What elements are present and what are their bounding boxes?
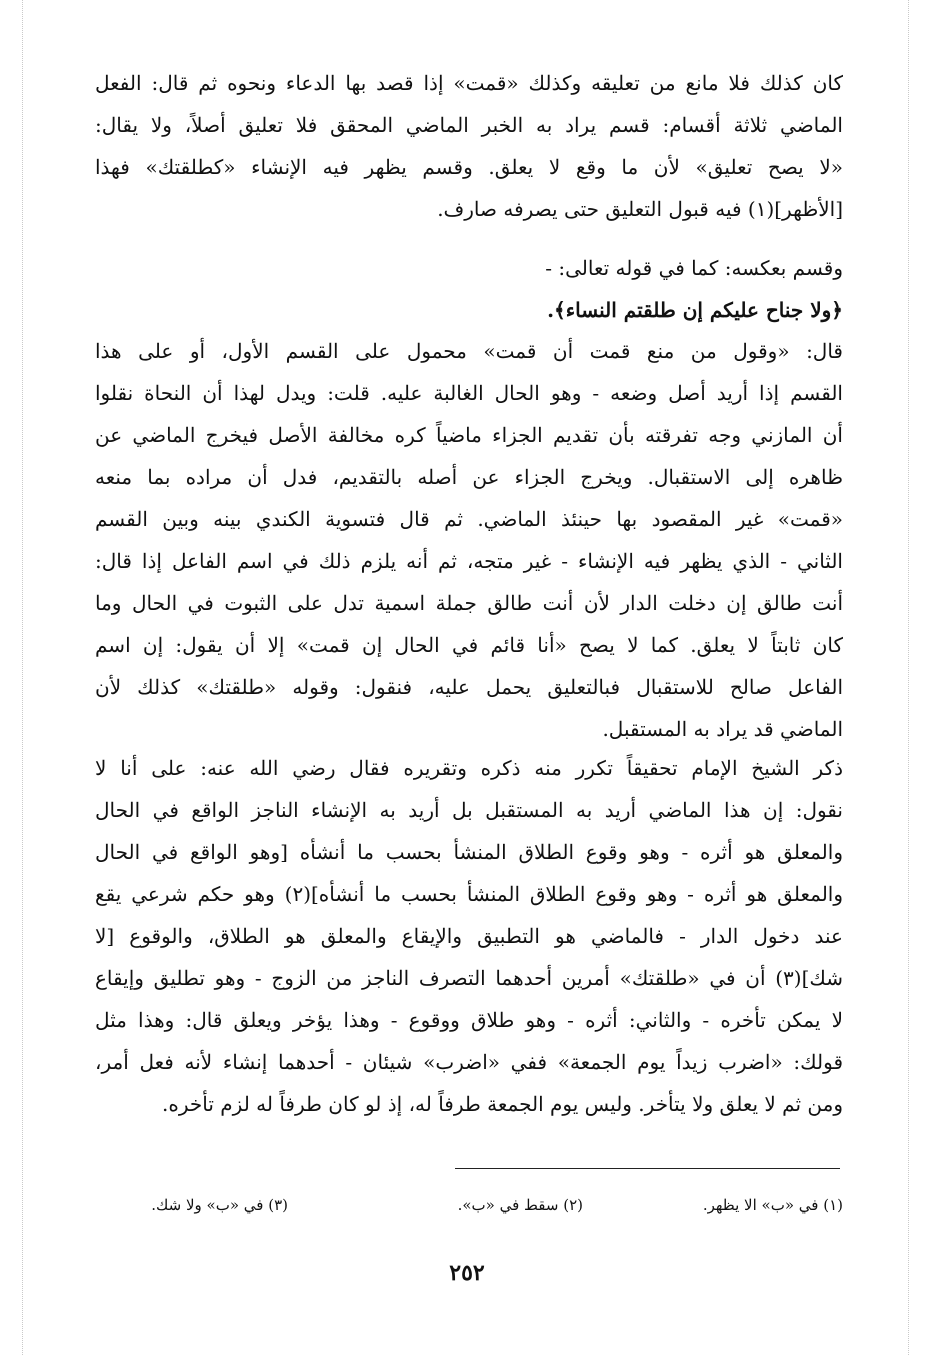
text-line: نقول: إن هذا الماضي أريد به المستقبل بل أريد به الإنشاء الناجز الواقع في الحال	[95, 798, 843, 822]
text-line: ذكر الشيخ الإمام تحقيقاً تكرر منه ذكره وتقريره فقال رضي الله عنه: على أنا لا	[95, 756, 843, 780]
text-line: شك](٣) أن في «طلقتك» أمرين أحدهما التصرف الناجز من الزوج - وهو تطليق وإيقاع	[95, 966, 843, 990]
right-margin-dots	[908, 0, 909, 1355]
left-margin-dots	[22, 0, 23, 1355]
footnote-2: (٢) سقط في «ب».	[457, 1196, 583, 1214]
text-line: الماضي قد يراد به المستقبل.	[602, 717, 843, 741]
text-line: والمعلق هو أثره - وهو وقوع الطلاق المنشأ بحسب ما أنشأه](٢) وهو حكم شرعي يقع	[95, 882, 843, 906]
text-line: القسم إذا أريد أصل وضعه - وهو الحال الغالبة عليه. قلت: ويدل لهذا أن النحاة نقلوا	[95, 381, 843, 405]
footnote-divider	[455, 1168, 840, 1169]
text-line: الماضي ثلاثة أقسام: قسم يراد به الخبر الماضي المحقق فلا تعليق أصلاً، ولا يقال:	[95, 113, 843, 137]
text-line: أن المازني وجه تفرقته بأن تقديم الجزاء ماضياً كره مخالفة الأصل فيخرج الماضي عن	[95, 423, 843, 447]
text-line: «قمت» غير المقصود بها حينئذ الماضي. ثم قال فتسوية الكندي بينه وبين القسم	[95, 507, 843, 531]
paragraph-sheikh-imam	[95, 747, 843, 1125]
text-line: قال: «وقول من منع قمت أن قمت» محمول على القسم الأول، أو على هذا	[95, 339, 843, 363]
text-line: كان ثابتاً لا يعلق. كما لا يصح «أنا قائم في الحال إن قمت» إلا أن يقول: إن اسم	[95, 633, 843, 657]
text-line: والمعلق هو أثره - وهو وقوع الطلاق المنشأ بحسب ما أنشأه [وهو الواقع في الحال	[95, 840, 843, 864]
text-line: [الأظهر](١) فيه قبول التعليق حتى يصرفه صارف.	[437, 197, 843, 221]
text-line: ومن ثم لا يعلق ولا يتأخر. وليس يوم الجمعة طرفاً له، إذ لو كان طرفاً له لزم تأخره.	[162, 1092, 843, 1116]
quran-verse: ﴿ولا جناح عليكم إن طلقتم النساء﴾.	[547, 298, 843, 322]
paragraph-opening	[95, 62, 843, 230]
text-line: عند دخول الدار - فالماضي هو التطبيق والإيقاع والمعلق هو الطلاق، والوقوع [لا	[95, 924, 843, 948]
paragraph-quran-citation	[95, 247, 843, 331]
text-line: ظاهره إلى الاستقبال. ويخرج الجزاء عن أصله بالتقديم، فدل أن مراده بما منعه	[95, 465, 843, 489]
paragraph-commentary	[95, 330, 843, 750]
text-line: الثاني - الذي يظهر فيه الإنشاء - غير متجه، ثم أنه يلزم ذلك في اسم الفاعل إذا قال:	[95, 549, 843, 573]
text-line: الفاعل صالح للاستقبال فبالتعليق يحمل عليه، فنقول: وقوله «طلقتك» كذلك لأن	[95, 675, 843, 699]
text-line: «لا يصح تعليق» لأن ما وقع لا يعلق. وقسم يظهر فيه الإنشاء «كطلقتك» فهذا	[95, 155, 843, 179]
text-line: أنت طالق إن دخلت الدار لأن أنت طالق جملة اسمية تدل على الثبوت في الحال وما	[95, 591, 843, 615]
text-line: وقسم بعكسه: كما في قوله تعالى: -	[545, 256, 843, 280]
text-line: قولك: «اضرب زيداً يوم الجمعة» ففي «اضرب» شيئان - أحدهما إنشاء لأنه فعل أمر،	[95, 1050, 843, 1074]
footnotes	[95, 1196, 843, 1222]
footnote-1: (١) في «ب» الا يظهر.	[702, 1196, 843, 1214]
footnote-3: (٣) في «ب» ولا شك.	[151, 1196, 288, 1214]
text-line: لا يمكن تأخره - والثاني: أثره - وهو طلاق ووقوع - وهذا يؤخر ويعلق قال: وهذا مثل	[95, 1008, 843, 1032]
text-line: كان كذلك فلا مانع من تعليقه وكذلك «قمت» إذا قصد بها الدعاء ونحوه ثم قال: الفعل	[95, 71, 843, 95]
page-number: ٢٥٢	[449, 1260, 485, 1286]
